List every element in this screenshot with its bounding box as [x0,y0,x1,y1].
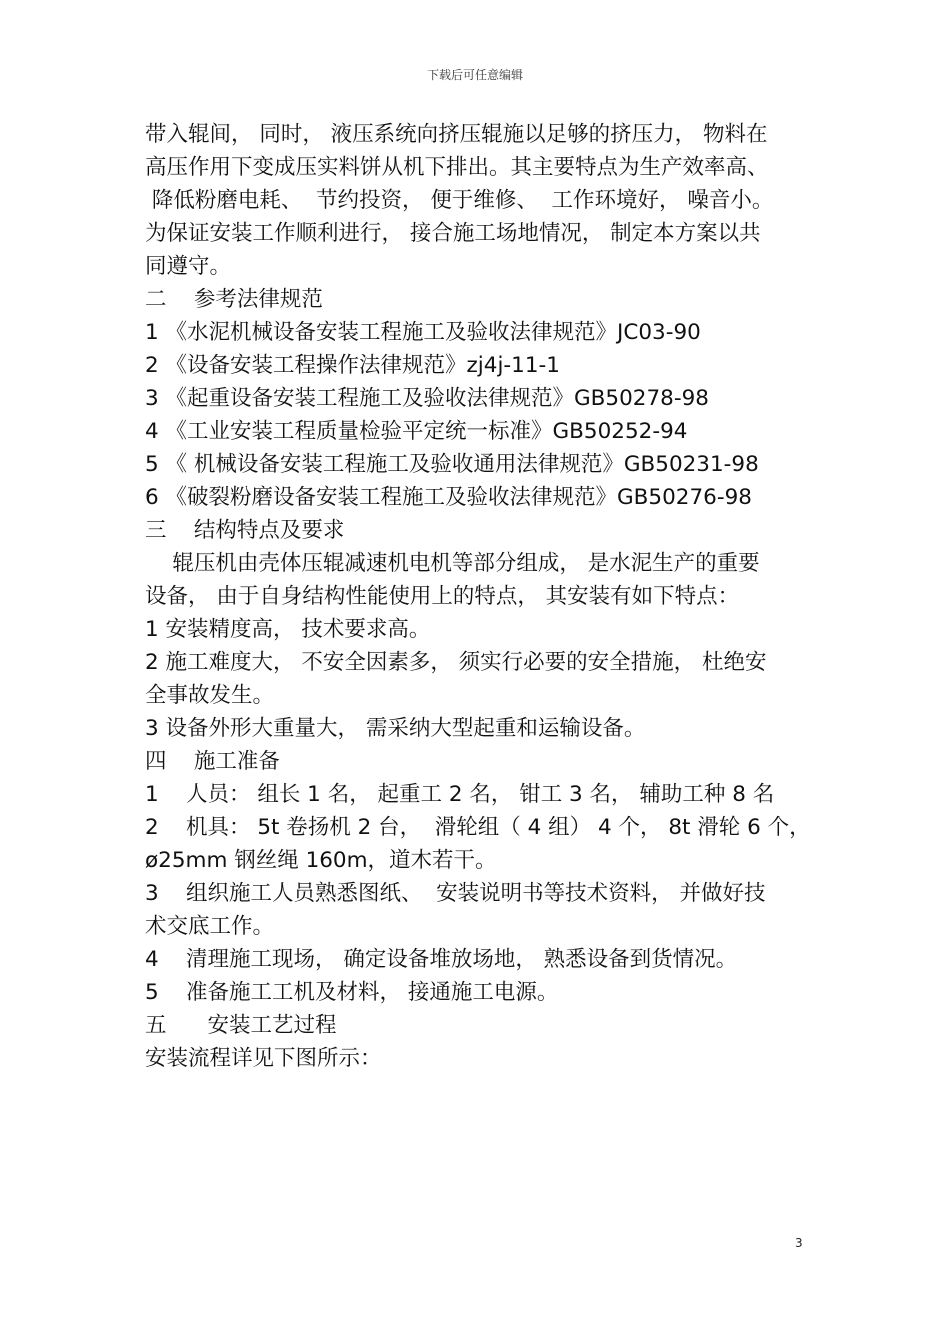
reference-item: 2 《设备安装工程操作法律规范》zj4j-11-1 [145,353,560,378]
list-item: 3 设备外形大重量大， 需采纳大型起重和运输设备。 [145,716,646,741]
reference-item: 6 《破裂粉磨设备安装工程施工及验收法律规范》GB50276-98 [145,485,752,510]
paragraph-line: 辊压机由壳体压辊减速机电机等部分组成， 是水泥生产的重要 [145,551,760,576]
list-item: 2 机具： 5t 卷扬机 2 台， 滑轮组（ 4 组） 4 个， 8t 滑轮 6 个， [145,815,811,840]
list-item-continuation: 全事故发生。 [145,683,275,708]
paragraph-line: 同遵守。 [145,254,232,279]
section-heading: 三 结构特点及要求 [145,518,345,543]
paragraph-line: 安装流程详见下图所示： [145,1046,382,1071]
paragraph-line: 带入辊间， 同时， 液压系统向挤压辊施以足够的挤压力， 物料在 [145,122,768,147]
page-number: 3 [795,1236,803,1250]
list-item: 3 组织施工人员熟悉图纸、 安装说明书等技术资料， 并做好技 [145,881,766,906]
list-item: 1 人员： 组长 1 名， 起重工 2 名， 钳工 3 名， 辅助工种 8 名 [145,782,775,807]
document-body [145,118,815,1075]
section-heading: 四 施工准备 [145,749,280,774]
paragraph-line: 高压作用下变成压实料饼从机下排出。其主要特点为生产效率高、 [145,155,769,180]
reference-item: 4 《工业安装工程质量检验平定统一标准》GB50252-94 [145,419,688,444]
list-item-continuation: ø25mm 钢丝绳 160m，道木若干。 [145,848,497,873]
paragraph-line: 为保证安装工作顺利进行， 接合施工场地情况， 制定本方案以共 [145,221,761,246]
reference-item: 3 《起重设备安装工程施工及验收法律规范》GB50278-98 [145,386,709,411]
list-item: 4 清理施工现场， 确定设备堆放场地， 熟悉设备到货情况。 [145,947,738,972]
paragraph-line: 设备， 由于自身结构性能使用上的特点， 其安装有如下特点： [145,584,740,609]
list-item-continuation: 术交底工作。 [145,914,275,939]
list-item: 1 安装精度高， 技术要求高。 [145,617,431,642]
reference-item: 1 《水泥机械设备安装工程施工及验收法律规范》JC03-90 [145,320,701,345]
reference-item: 5 《 机械设备安装工程施工及验收通用法律规范》GB50231-98 [145,452,759,477]
header-note: 下载后可任意编辑 [426,68,523,82]
list-item: 5 准备施工工机及材料， 接通施工电源。 [145,980,559,1005]
section-heading: 二 参考法律规范 [145,287,323,312]
paragraph-line: 降低粉磨电耗、 节约投资， 便于维修、 工作环境好， 噪音小。 [145,188,774,213]
section-heading: 五 安装工艺过程 [145,1013,337,1038]
list-item: 2 施工难度大， 不安全因素多， 须实行必要的安全措施， 杜绝安 [145,650,767,675]
